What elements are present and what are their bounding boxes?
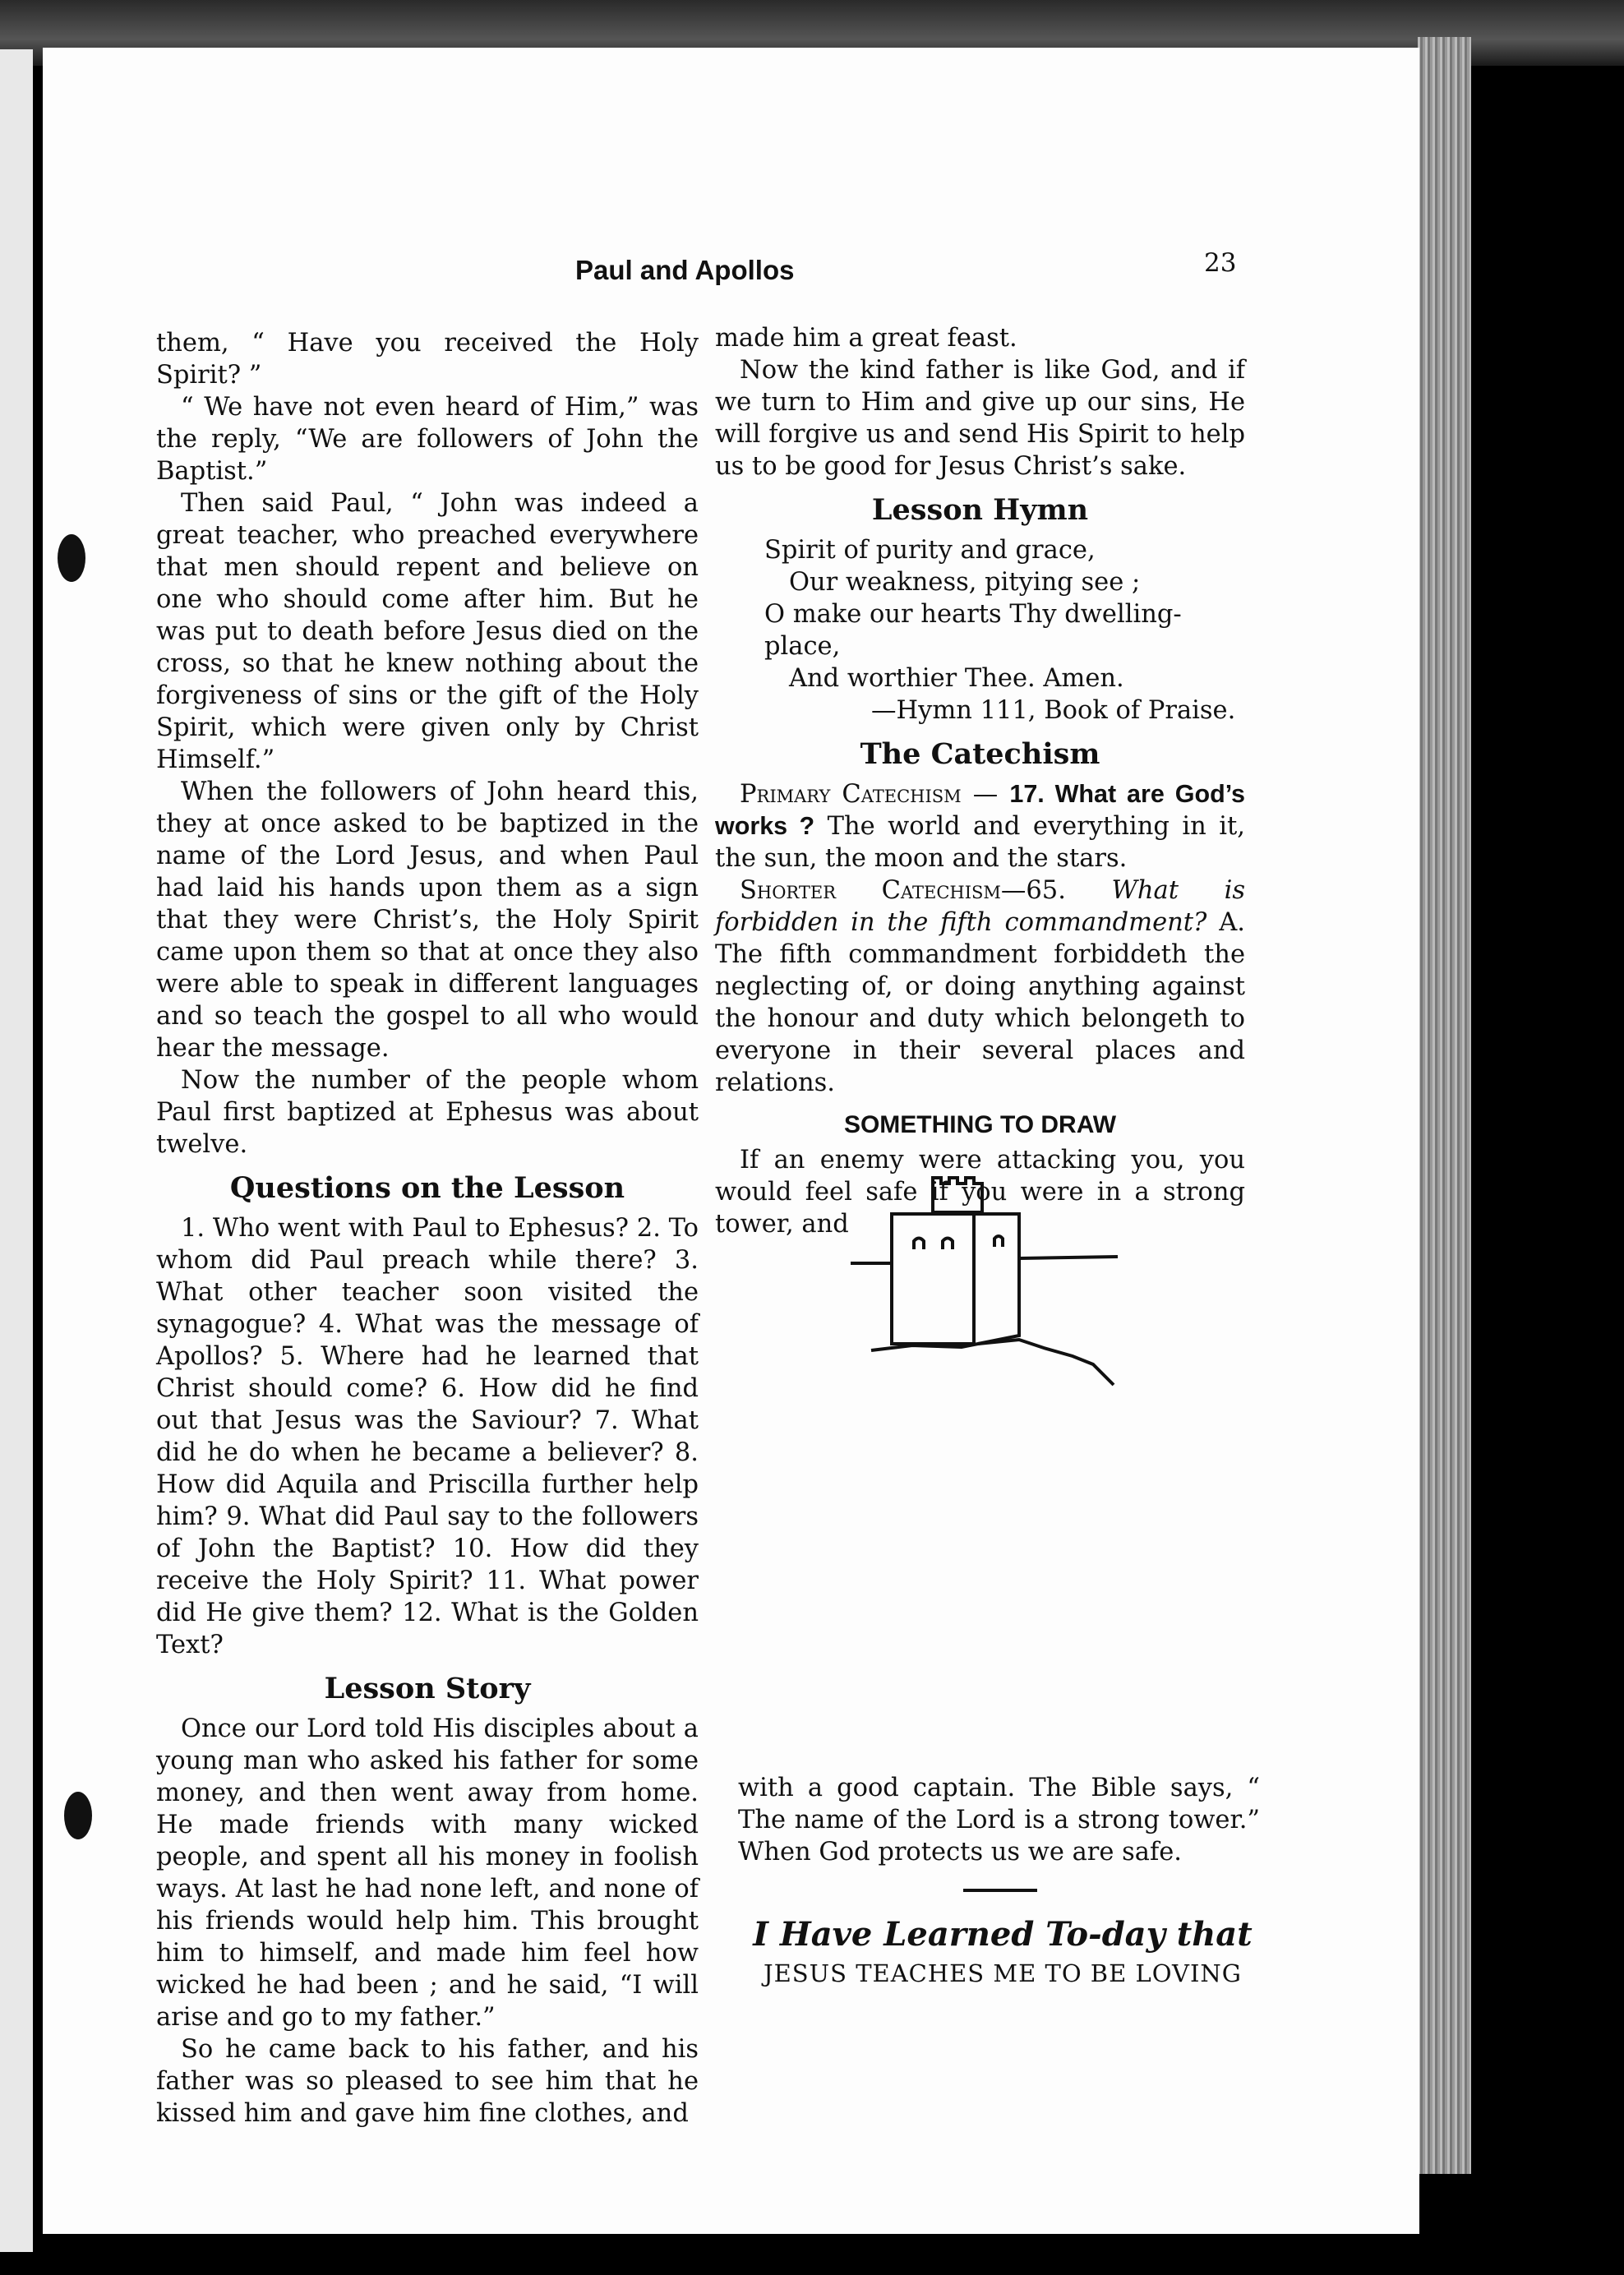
draw-heading: SOMETHING TO DRAW: [843, 1111, 1117, 1138]
divider: [963, 1889, 1037, 1892]
paragraph: Now the number of the people whom Paul first baptized at Ephesus was about twelve.: [156, 1066, 699, 1159]
paragraph: When the followers of John heard this, they at once asked to be baptized in the name of the Lord Jesus, and when Paul had laid his hands upon them as a sign that they were Christ’s, the Holy Spirit came upon them so that at once they also were able to speak in different languages and so teach the gospel to all who would hear the message.: [156, 778, 699, 1063]
learned-today-title: I Have Learned To-day that: [753, 1915, 1253, 1954]
hymn-line: O make our hearts Thy dwelling-place,: [764, 600, 1182, 661]
story-paragraph: Now the kind father is like God, and if we turn to Him and give up our sins, He will forgive us and send His Spirit to help us to be good for Jesus Christ’s sake.: [715, 356, 1245, 481]
story-heading: Lesson Story: [324, 1672, 531, 1705]
right-column: [715, 322, 1245, 1240]
catechism-heading: The Catechism: [860, 737, 1100, 771]
story-paragraph: So he came back to his father, and his father was so pleased to see him that he kissed him and gave him fine clothes, and: [156, 2035, 699, 2128]
left-column: [156, 327, 699, 2130]
primary-catechism-label: Primary Catechism: [740, 780, 962, 809]
primary-catechism-dash: —: [961, 780, 1010, 809]
shorter-catechism-number: —65.: [1000, 876, 1112, 905]
page-number: 23: [1204, 248, 1237, 278]
binder-hole: [58, 534, 85, 582]
paragraph: with a good captain. The Bible says, “ The name of the Lord is a strong tower.” When God protects us we are safe.: [738, 1774, 1260, 1867]
learned-today-lesson: JESUS TEACHES ME TO BE LOVING: [764, 1959, 1242, 1987]
facing-page-edge: [0, 49, 33, 2252]
shorter-catechism-label: Shorter Catechism: [740, 876, 1001, 905]
story-paragraph: Once our Lord told His disciples about a young man who asked his father for some money, and then went away from home. He made friends with many wicked people, and spent all his money in foolish ways. At last he had none left, and none of his friends would help him. This brought him to himself, and made him feel how wicked he had been ; and he said, “I will arise and go to my father.”: [156, 1714, 699, 2032]
page-title: Paul and Apollos: [575, 255, 795, 285]
paragraph: Then said Paul, “ John was indeed a great teacher, who preached everywhere that men should repent and believe on one who should come after him. But he was put to death before Jesus died on the cross, so that he knew nothing about the forgiveness of sins or the gift of the Holy Spirit, which were given only by Christ Himself.”: [156, 489, 699, 774]
draw-text-continued: [738, 1772, 1260, 1868]
primary-catechism-question: 17. What are God’s works ?: [715, 780, 1246, 840]
binder-hole: [64, 1792, 92, 1839]
shorter-catechism-question: What is forbidden in the fifth commandment?: [715, 876, 1246, 937]
primary-catechism-answer: The world and everything in it, the sun, the moon and the stars.: [715, 812, 1246, 873]
hymn-line: And worthier Thee. Amen.: [789, 664, 1124, 693]
shorter-catechism-answer: A. The fifth commandment forbiddeth the neglecting of, or doing anything against the honour and duty which belongeth to everyone in their several places and relations.: [715, 908, 1245, 1097]
primary-catechism: [715, 778, 1245, 874]
questions-text: 1. Who went with Paul to Ephesus? 2. To whom did Paul preach while there? 3. What other teacher soon visited the synagogue? 4. What was the message of Apollos? 5. Where had he learned that Christ should come? 6. How did he find out that Jesus was the Saviour? 7. What did he do when he became a believer? 8. How did Aquila and Priscilla further help him? 9. What did Paul say to the followers of John the Baptist? 10. How did they receive the Holy Spirit? 11. What power did He give them? 12. What is the Golden Text?: [156, 1214, 699, 1659]
hymn-verse: [764, 534, 1245, 727]
hymn-credit: —Hymn 111, Book of Praise.: [871, 696, 1236, 725]
tower-drawing: [847, 1171, 1126, 1410]
paragraph: “ We have not even heard of Him,” was the reply, “We are followers of John the Baptist.”: [156, 393, 699, 486]
hymn-line: Our weakness, pitying see ;: [789, 568, 1141, 597]
book-page-edges: [1418, 37, 1471, 2174]
story-continued: made him a great feast.: [715, 324, 1017, 353]
questions-heading: Questions on the Lesson: [229, 1171, 625, 1205]
paragraph: them, “ Have you received the Holy Spirit? ”: [156, 329, 699, 390]
hymn-line: Spirit of purity and grace,: [764, 536, 1096, 565]
draw-text: If an enemy were attacking you, you would feel safe if you were in a strong tower, and: [715, 1146, 1245, 1239]
shorter-catechism: [715, 874, 1245, 1099]
hymn-heading: Lesson Hymn: [871, 493, 1089, 527]
